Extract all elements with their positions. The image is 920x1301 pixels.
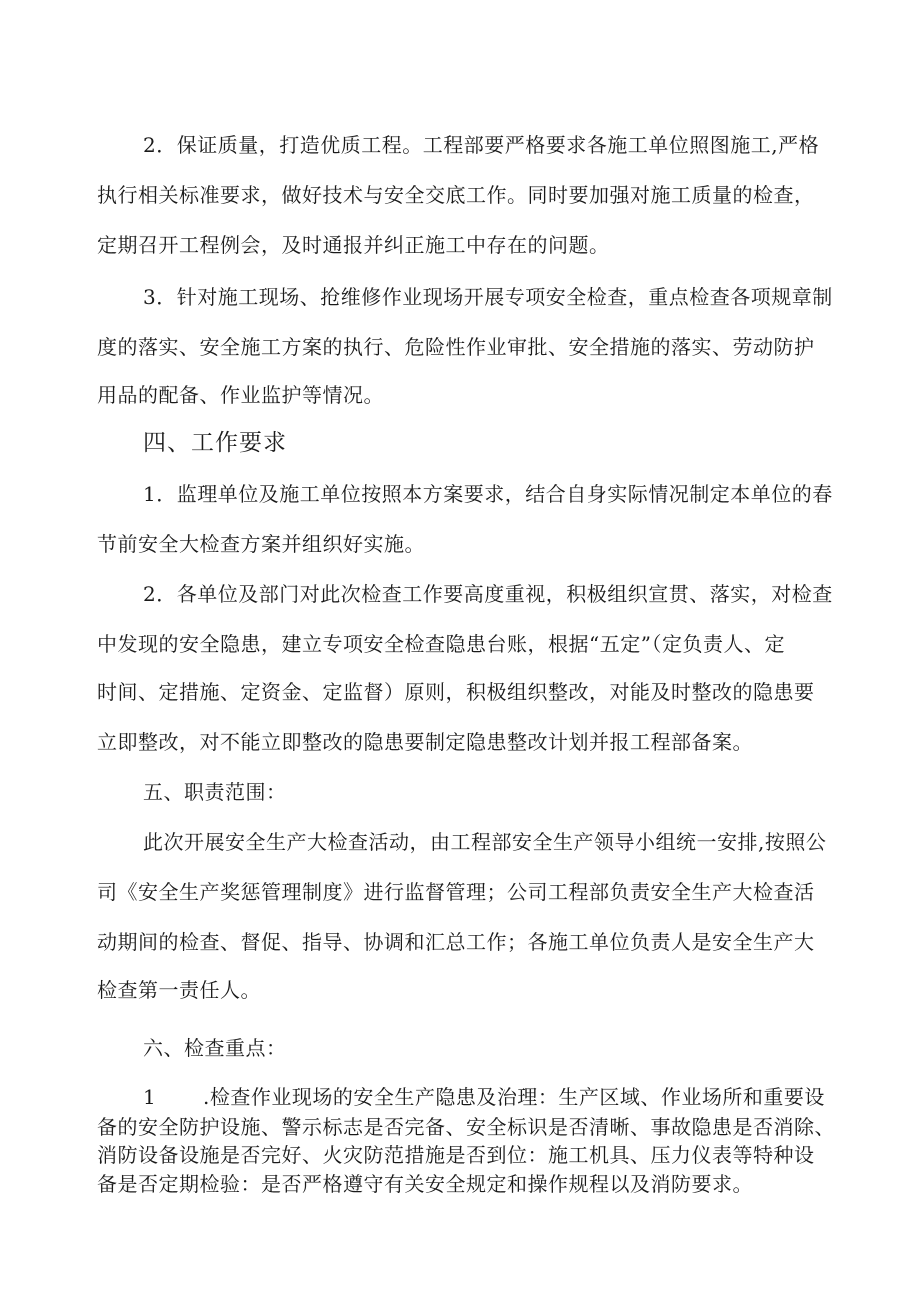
section4-item1-line-2: 节前安全大检查方案并组织好实施。 [97,532,425,556]
section3-item3-line-1: 3．针对施工现场、抢维修作业现场开展专项安全检查，重点检查各项规章制 [143,285,833,309]
section3-item3-line-3: 用品的配备、作业监护等情况。 [97,383,384,407]
section4-item2-line-2: 中发现的安全隐患，建立专项安全检查隐患台账，根据“五定”（定负责人、定 [97,632,785,656]
section4-item2-line-4: 立即整改，对不能立即整改的隐患要制定隐患整改计划并报工程部备案。 [97,730,753,754]
section4-heading: 四、工作要求 [143,430,287,456]
section4-item2-line-1: 2．各单位及部门对此次检查工作要高度重视，积极组织宣贯、落实，对检查 [143,582,833,606]
section5-para-line-3: 动期间的检查、督促、指导、协调和汇总工作；各施工单位负责人是安全生产大 [97,930,815,954]
section6-item1-line-1: .检查作业现场的安全生产隐患及治理：生产区域、作业场所和重要设 [203,1085,825,1109]
section5-para-line-1: 此次开展安全生产大检查活动，由工程部安全生产领导小组统一安排,按照公 [143,830,827,854]
section6-heading: 六、检查重点： [143,1036,287,1060]
section6-item1-line-4: 备是否定期检验：是否严格遵守有关安全规定和操作规程以及消防要求。 [97,1172,753,1196]
section5-para-line-4: 检查第一责任人。 [97,978,261,1002]
section6-item1-number: 1 [143,1085,157,1109]
section6-item1-line-3: 消防设备设施是否完好、火灾防范措施是否到位：施工机具、压力仪表等特种设 [97,1143,815,1167]
section3-item2-line-3: 定期召开工程例会，及时通报并纠正施工中存在的问题。 [97,233,610,257]
section3-item2-line-1: 2．保证质量，打造优质工程。工程部要严格要求各施工单位照图施工,严格 [143,133,820,157]
section5-heading: 五、职责范围： [143,780,287,804]
section3-item3-line-2: 度的落实、安全施工方案的执行、危险性作业审批、安全措施的落实、劳动防护 [97,335,815,359]
section4-item2-line-3: 时间、定措施、定资金、定监督）原则，积极组织整改，对能及时整改的隐患要 [97,680,815,704]
section5-para-line-2: 司《安全生产奖惩管理制度》进行监督管理；公司工程部负责安全生产大检查活 [97,880,815,904]
section6-item1-line-2: 备的安全防护设施、警示标志是否完备、安全标识是否清晰、事故隐患是否消除、 [97,1115,835,1139]
section4-item1-line-1: 1．监理单位及施工单位按照本方案要求，结合自身实际情况制定本单位的春 [143,482,833,506]
section3-item2-line-2: 执行相关标准要求，做好技术与安全交底工作。同时要加强对施工质量的检查， [97,183,815,207]
